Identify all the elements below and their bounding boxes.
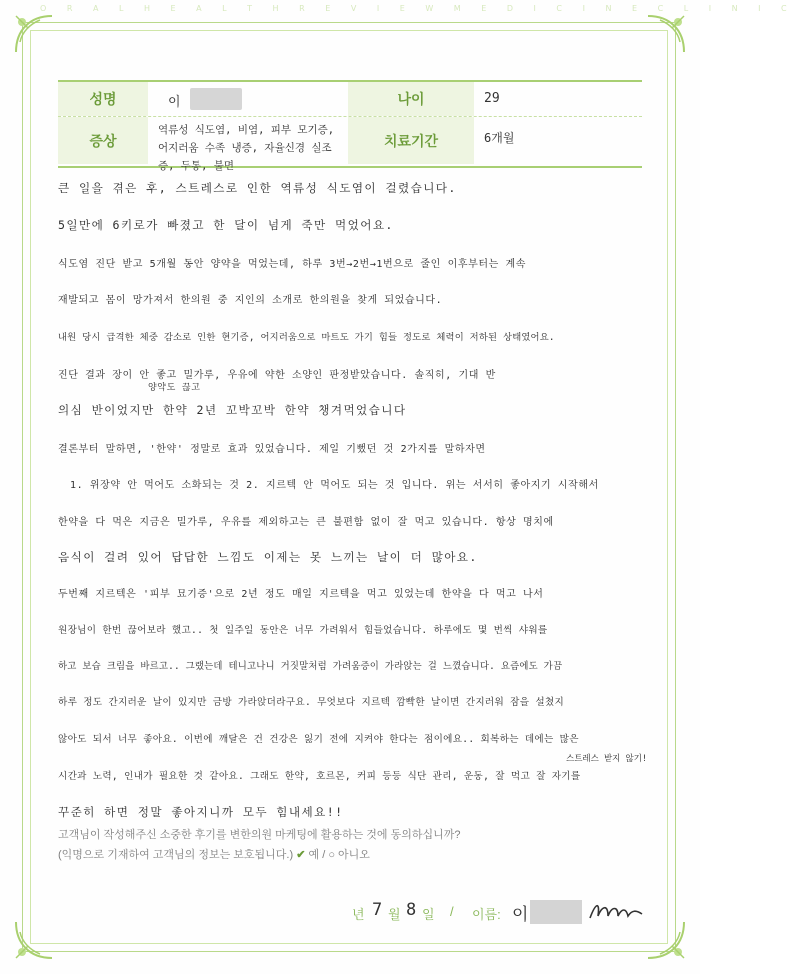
review-line: 꾸준히 하면 정말 좋아지니까 모두 힘내세요!! [58, 805, 344, 819]
footer-name-value: 이 [512, 905, 529, 925]
month-value: 7 [372, 900, 383, 920]
symptom-label: 증상 [58, 117, 148, 164]
consent-no-circle-icon[interactable]: ○ [328, 849, 335, 861]
age-value: 29 [484, 91, 500, 106]
review-line: 5일만에 6키로가 빠졌고 한 달이 넘게 죽만 먹었어요. [58, 218, 394, 232]
corner-ornament-icon [12, 918, 56, 962]
month-label: 월 [388, 907, 401, 922]
corner-ornament-icon [12, 12, 56, 56]
consent-row [58, 846, 370, 862]
symptom-value: 역류성 식도염, 비염, 피부 모기증, 어지러움 수족 냉증, 자율신경 실조증, 두통, 불면 [158, 124, 335, 172]
consent-question: 고객님이 작성해주신 소중한 후기를 변한의원 마케팅에 활용하는 것에 동의하십니까? [58, 829, 461, 841]
review-line: 결론부터 말하면, '한약' 정말로 효과 있었습니다. 제일 기뻤던 것 2가지를 말하자면 [58, 444, 486, 455]
insert-right-note: 스트레스 받지 않기! [566, 754, 648, 764]
age-label: 나이 [348, 82, 474, 116]
insert-above-note: 양약도 끊고 [148, 383, 201, 393]
patient-info-table [58, 80, 642, 172]
review-line: 재발되고 몸이 망가져서 한의원 중 지인의 소개로 한의원을 찾게 되었습니다. [58, 295, 443, 306]
footer-name-label: 이름: [472, 907, 501, 922]
info-row-name-age [58, 82, 642, 117]
corner-ornament-icon [644, 12, 688, 56]
consent-note: (익명으로 기재하여 고객님의 정보는 보호됩니다.) [58, 849, 294, 861]
consent-separator: / [322, 849, 326, 861]
review-line: 하고 보습 크림을 바르고.. 그랬는데 테니고나니 거짓말처럼 가려움증이 가라앉는 걸 느꼈습니다. 요즘에도 가끔 [58, 661, 563, 672]
period-value: 6개월 [484, 131, 515, 145]
consent-yes-check-icon[interactable]: ✔ [296, 849, 306, 861]
review-line: 시간과 노력, 인내가 필요한 것 같아요. 그래도 한약, 호르몬, 커피 등등 식단 관리, 운동, 잘 먹고 잘 자기를 [58, 771, 581, 782]
name-value: 이 [168, 95, 181, 110]
review-line: 식도염 진단 받고 5개월 동안 양약을 먹었는데, 하루 3번→2번→1번으로 줄인 이후부터는 계속 [58, 259, 527, 270]
footer-slash: / [450, 904, 454, 919]
review-line: 의심 반이었지만 한약 2년 꼬박꼬박 한약 챙겨먹었습니다 [58, 403, 407, 417]
review-line: 내원 당시 급격한 체중 감소로 인한 현기증, 어지러움으로 마트도 가기 힘들 정도로 체력이 저하된 상태였어요. [58, 332, 555, 343]
review-line: 음식이 걸려 있어 답답한 느낌도 이제는 못 느끼는 날이 더 많아요. [58, 550, 478, 564]
period-label: 치료기간 [348, 117, 474, 164]
day-value: 8 [406, 900, 417, 920]
handwritten-signature-icon [586, 898, 646, 926]
signature-footer [322, 898, 652, 928]
review-line: 하루 정도 간지러운 날이 있지만 금방 가라앉더라구요. 무엇보다 지르텍 깜빡한 날이면 간지러워 잠을 설쳤지 [58, 697, 565, 708]
review-line: 한약을 다 먹은 지금은 밀가루, 우유를 제외하고는 큰 불편함 없이 잘 먹고 있습니다. 항상 명치에 [58, 517, 554, 528]
review-line: 큰 일을 겪은 후, 스트레스로 인한 역류성 식도염이 걸렸습니다. [58, 181, 457, 195]
year-label: 년 [352, 907, 365, 922]
review-line: 1. 위장약 안 먹어도 소화되는 것 2. 지르텍 안 먹어도 되는 것 입니다. 위는 서서히 좋아지기 시작해서 [70, 480, 599, 491]
day-label: 일 [422, 907, 435, 922]
redacted-signature-name-block [530, 900, 582, 924]
redacted-name-block [190, 88, 242, 110]
review-line: 원장님이 한번 끊어보라 했고.. 첫 일주일 동안은 너무 가려워서 힘들었습니다. 하루에도 몇 번씩 샤워를 [58, 625, 548, 636]
consent-yes-label: 예 [308, 849, 320, 861]
consent-no-label: 아니오 [338, 849, 370, 861]
top-decoration-strip: O R A L H E A L T H R E V I E W M E D I C I N E C L I N I C [40, 4, 796, 13]
review-line: 진단 결과 장이 안 좋고 밀가루, 우유에 약한 소양인 판정받았습니다. 솔직히, 기대 반 [58, 370, 496, 381]
info-row-symptom-period [58, 117, 642, 172]
review-line: 않아도 되서 너무 좋아요. 이번에 깨달은 건 건강은 잃기 전에 지켜야 한다는 점이에요.. 회복하는 데에는 많은 [58, 734, 579, 745]
review-line: 두번째 지르텍은 '피부 묘기증'으로 2년 정도 매일 지르텍을 먹고 있었는데 한약을 다 먹고 나서 [58, 589, 544, 600]
name-label: 성명 [58, 82, 148, 116]
